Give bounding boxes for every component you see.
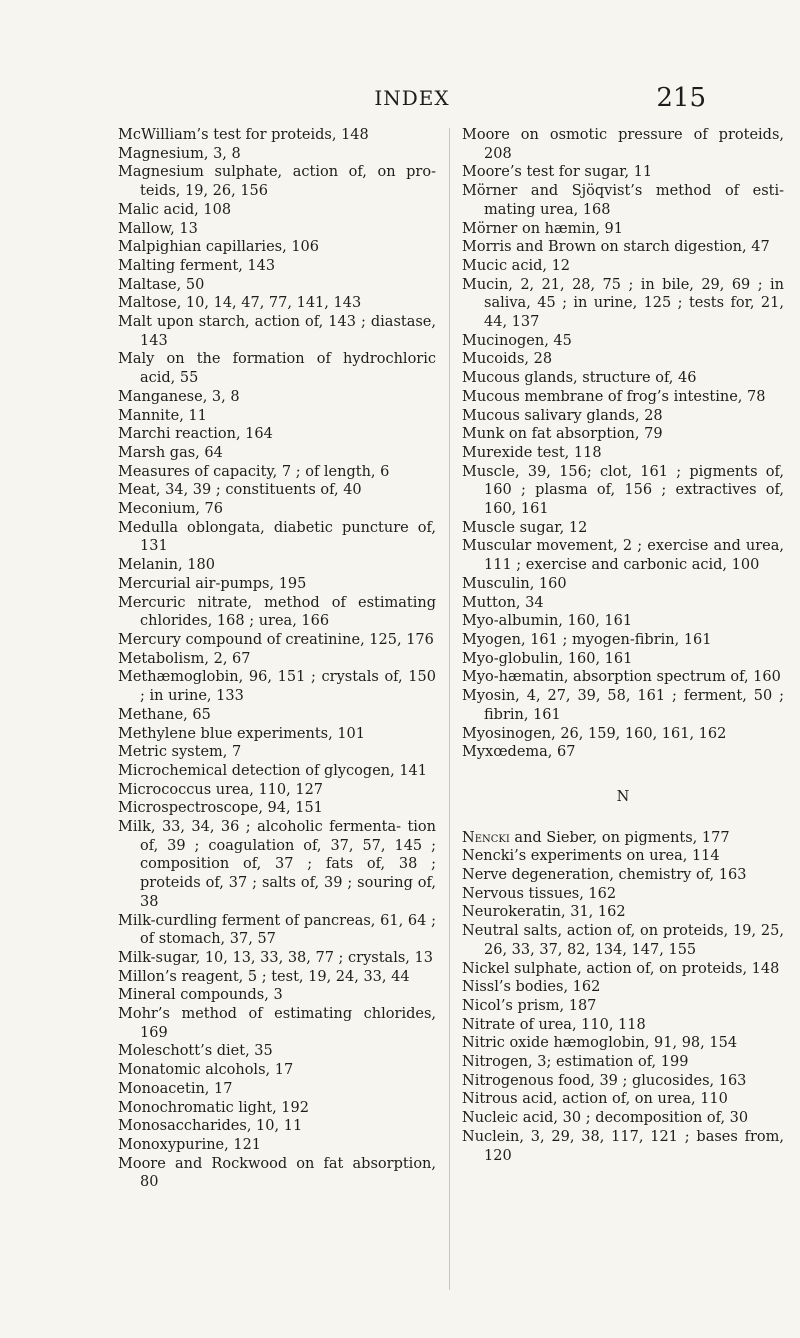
index-entry: Nitrogenous food, 39 ; glucosides, 163 (462, 1072, 747, 1089)
index-entries-n (462, 847, 784, 1165)
index-entry-text: and Sieber, on pigments, 177 (509, 829, 730, 846)
index-entry: Nicol’s prism, 187 (462, 997, 597, 1014)
index-entry: Micrococcus urea, 110, 127 (118, 781, 324, 798)
index-entry: Nencki’s experiments on urea, 114 (462, 848, 720, 865)
index-entries-m (462, 126, 784, 762)
index-entry: Maltase, 50 (118, 276, 205, 293)
index-entry: Mercury compound of creatinine, 125, 176 (118, 631, 434, 648)
index-column-left (118, 126, 436, 1192)
index-entry: Milk-curdling ferment of pancreas, 61, 64 ; of stomach, 37, 57 (118, 912, 436, 948)
index-column-right (462, 126, 784, 1165)
index-entry: Nitrate of urea, 110, 118 (462, 1016, 646, 1033)
index-entry: Moore and Rockwood on fat absorption, 80 (118, 1155, 436, 1191)
index-entry: Methylene blue experiments, 101 (118, 725, 366, 742)
index-entry: Nitrous acid, action of, on urea, 110 (462, 1091, 728, 1108)
index-entry: Neurokeratin, 31, 162 (462, 904, 626, 921)
index-entry: Mineral compounds, 3 (118, 987, 283, 1004)
index-entry-name: Nencki (462, 829, 510, 846)
index-entry: Murexide test, 118 (462, 444, 602, 461)
page-number: 215 (656, 83, 706, 113)
index-entry: Morris and Brown on starch digestion, 47 (462, 239, 770, 256)
index-entry: Mucinogen, 45 (462, 332, 572, 349)
index-entry: Methæmoglobin, 96, 151 ; crystals of, 150 ; in urine, 133 (118, 669, 436, 705)
index-entry: Maltose, 10, 14, 47, 77, 141, 143 (118, 295, 362, 312)
index-entry: Monoxypurine, 121 (118, 1136, 262, 1153)
index-entry: Medulla oblongata, diabetic puncture of, 131 (118, 519, 436, 555)
index-entry: Microchemical detection of glycogen, 141 (118, 762, 428, 779)
index-entry: Nitrogen, 3; estimation of, 199 (462, 1054, 689, 1071)
index-entry: Malic acid, 108 (118, 201, 232, 218)
index-entry: Myo-albumin, 160, 161 (462, 613, 633, 630)
index-entry: Magnesium, 3, 8 (118, 145, 241, 162)
index-entry: Marchi reaction, 164 (118, 426, 273, 443)
index-entry: Mannite, 11 (118, 407, 207, 424)
index-entry: Malting ferment, 143 (118, 257, 276, 274)
index-entry: Myxœdema, 67 (462, 744, 576, 761)
index-entry: Mercuric nitrate, method of estimating chlorides, 168 ; urea, 166 (118, 594, 436, 630)
index-entry: Moleschott’s diet, 35 (118, 1043, 273, 1060)
index-entry: Myo-hæmatin, absorption spectrum of, 160 (462, 669, 781, 686)
index-entry: Methane, 65 (118, 706, 211, 723)
index-entry: Measures of capacity, 7 ; of length, 6 (118, 463, 390, 480)
index-entry: Monoacetin, 17 (118, 1080, 233, 1097)
index-entry: McWilliam’s test for proteids, 148 (118, 127, 369, 143)
index-entry: Meat, 34, 39 ; constituents of, 40 (118, 482, 362, 499)
index-entry: Monochromatic light, 192 (118, 1099, 309, 1116)
index-entry: Moore on osmotic pressure of proteids, 208 (462, 127, 784, 162)
index-entry: Microspectroscope, 94, 151 (118, 800, 323, 817)
index-entry: Nervous tissues, 162 (462, 885, 617, 902)
index-entry: Malpighian capillaries, 106 (118, 239, 319, 256)
running-title: INDEX (374, 86, 450, 110)
index-entry: Nucleic acid, 30 ; decomposition of, 30 (462, 1110, 749, 1127)
index-entry: Millon’s reagent, 5 ; test, 19, 24, 33, 44 (118, 968, 410, 985)
index-entry: Myosin, 4, 27, 39, 58, 161 ; ferment, 50 ; fibrin, 161 (462, 688, 784, 723)
index-entry: Muscle, 39, 156; clot, 161 ; pigments of, 160 ; plasma of, 156 ; extractives of, 160, 161 (462, 463, 784, 518)
index-entry: Milk-sugar, 10, 13, 33, 38, 77 ; crystals, 13 (118, 949, 433, 966)
index-entry: Nuclein, 3, 29, 38, 117, 121 ; bases from, 120 (462, 1128, 784, 1164)
index-entry: Mörner and Sjöqvist’s method of esti- mating urea, 168 (462, 183, 784, 218)
index-entry: Myogen, 161 ; myogen-fibrin, 161 (462, 631, 712, 648)
index-entry: Musculin, 160 (462, 575, 567, 592)
index-entry: Neutral salts, action of, on proteids, 19, 25, 26, 33, 37, 82, 134, 147, 155 (462, 923, 784, 958)
column-divider (449, 128, 450, 1290)
index-entry: Nitric oxide hæmoglobin, 91, 98, 154 (462, 1035, 738, 1052)
index-entry: Munk on fat absorption, 79 (462, 426, 663, 443)
index-entry: Nerve degeneration, chemistry of, 163 (462, 867, 747, 884)
index-entry: Mucous glands, structure of, 46 (462, 370, 697, 387)
index-entry: Mohr’s method of estimating chlorides, 169 (118, 1006, 436, 1041)
index-entry: Metabolism, 2, 67 (118, 650, 251, 667)
index-entry: Muscle sugar, 12 (462, 519, 588, 536)
index-entry: Magnesium sulphate, action of, on pro- teids, 19, 26, 156 (118, 164, 436, 200)
index-entry: Mucous membrane of frog’s intestine, 78 (462, 388, 766, 405)
index-entry: Metric system, 7 (118, 744, 242, 761)
index-entry: Mucoids, 28 (462, 351, 553, 368)
index-entry: Nickel sulphate, action of, on proteids, 148 (462, 960, 780, 977)
index-entry: Marsh gas, 64 (118, 444, 223, 461)
index-entry: Monatomic alcohols, 17 (118, 1062, 294, 1079)
index-entry: Nissl’s bodies, 162 (462, 979, 601, 996)
index-entry: Muscular movement, 2 ; exercise and urea, 111 ; exercise and carbonic acid, 100 (462, 538, 784, 574)
index-entry: Mörner on hæmin, 91 (462, 220, 624, 237)
index-entry: Mercurial air-pumps, 195 (118, 575, 307, 592)
index-entry: Meconium, 76 (118, 501, 224, 518)
index-entry: Manganese, 3, 8 (118, 388, 240, 405)
index-entry: Myosinogen, 26, 159, 160, 161, 162 (462, 725, 727, 742)
section-letter-heading: N (616, 788, 630, 805)
index-entry: Monosaccharides, 10, 11 (118, 1118, 303, 1135)
index-entry: Moore’s test for sugar, 11 (462, 164, 653, 181)
index-entry: Malt upon starch, action of, 143 ; diastase, 143 (118, 314, 436, 349)
index-entry (462, 829, 784, 848)
index-entry: Mucic acid, 12 (462, 257, 571, 274)
index-entry: Milk, 33, 34, 36 ; alcoholic fermenta- tion of, 39 ; coagulation of, 37, 57, 145 ; composition of, 37 ; fats of, 38 ; proteids of, 37 ; salts of, 39 ; souring of, 38 (118, 819, 436, 910)
index-entry: Mutton, 34 (462, 594, 544, 611)
page-header (118, 83, 706, 116)
index-entry: Myo-globulin, 160, 161 (462, 650, 633, 667)
index-entry: Mucous salivary glands, 28 (462, 407, 663, 424)
index-entry: Melanin, 180 (118, 557, 215, 574)
index-entry: Maly on the formation of hydrochloric acid, 55 (118, 351, 436, 387)
index-entry: Mucin, 2, 21, 28, 75 ; in bile, 29, 69 ; in saliva, 45 ; in urine, 125 ; tests for, 21, 44, 137 (462, 276, 784, 331)
index-entry: Mallow, 13 (118, 220, 198, 237)
